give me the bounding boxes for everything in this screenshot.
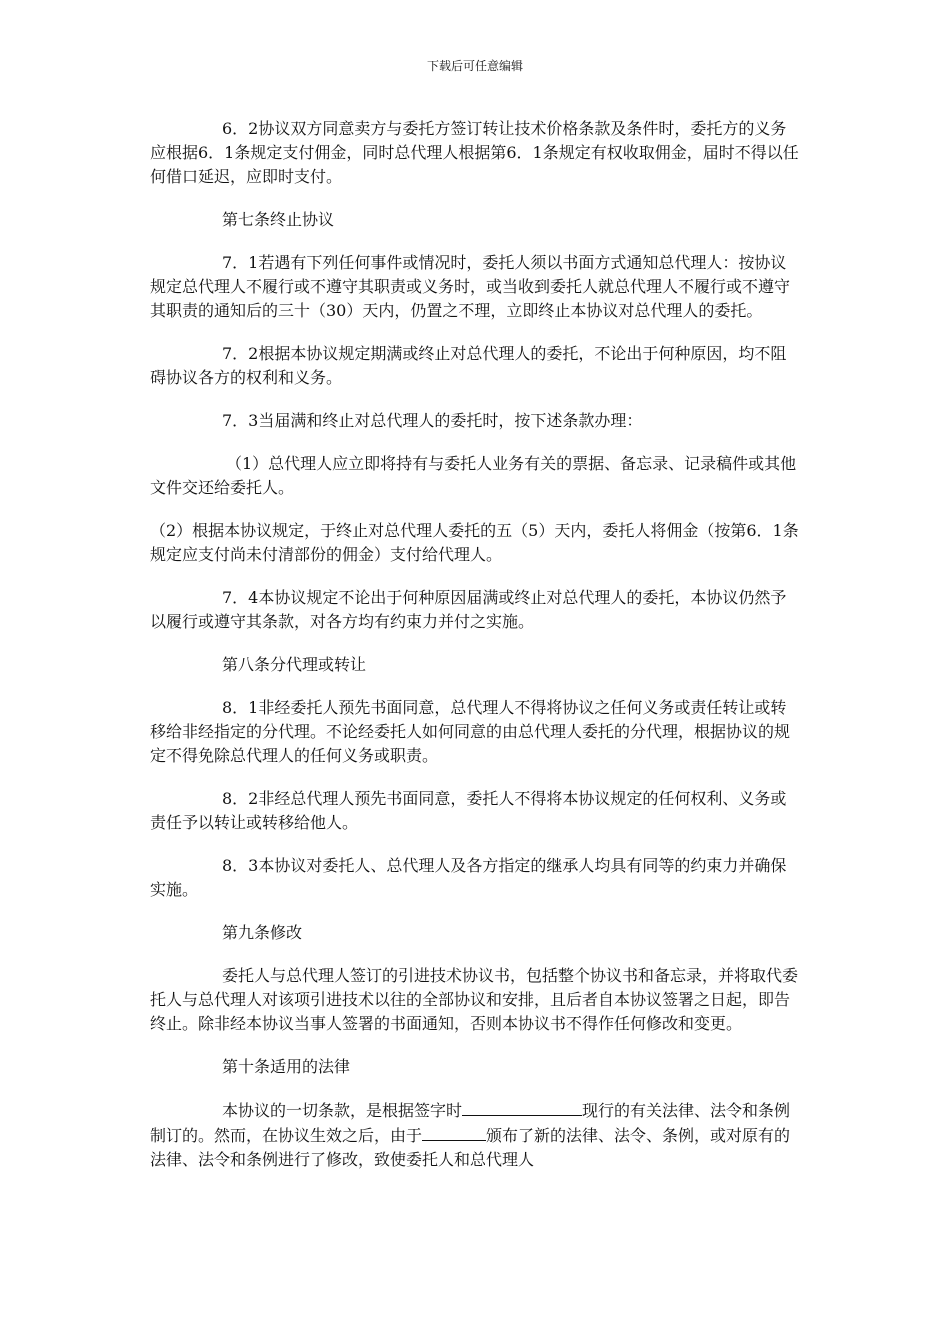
clause-7-1: 7．1若遇有下列任何事件或情况时，委托人须以书面方式通知总代理人：按协议规定总代理人不履行或不遵守其职责或义务时，或当收到委托人就总代理人不履行或不遵守其职责的通知后的三十（30）天内，仍置之不理，立即终止本协议对总代理人的委托。 [150,253,791,320]
document-body [150,117,800,1172]
page-header: 下载后可任意编辑 [426,59,523,73]
clause-7-3-item-1: （1）总代理人应立即将持有与委托人业务有关的票据、备忘录、记录稿件或其他文件交还给委托人。 [150,454,797,497]
article-10-text-part-2: 现行的有关法律、法令和条例制订的。然而，在协议生效之后，由于 [150,1101,791,1145]
clause-8-2: 8．2非经总代理人预先书面同意，委托人不得将本协议规定的任何权利、义务或责任予以转让或转移给他人。 [150,789,787,832]
clause-8-3: 8．3本协议对委托人、总代理人及各方指定的继承人均具有同等的约束力并确保实施。 [150,856,787,899]
article-10-text-part-1: 本协议的一切条款，是根据签字时 [222,1101,463,1120]
article-10-heading: 第十条适用的法律 [222,1057,351,1076]
article-9-heading: 第九条修改 [222,923,303,942]
clause-6-2: 6．2协议双方同意卖方与委托方签订转让技术价格条款及条件时，委托方的义务应根据6．1条规定支付佣金，同时总代理人根据第6．1条规定有权收取佣金，届时不得以任何借口延迟，应即时支付。 [150,119,799,186]
clause-7-4: 7．4本协议规定不论出于何种原因届满或终止对总代理人的委托，本协议仍然予以履行或遵守其条款，对各方均有约束力并付之实施。 [150,588,787,631]
article-10-body [150,1098,800,1172]
blank-field-1 [462,1098,582,1116]
article-10-text-part-3: 颁布了新的法律、法令、条例，或对原有的法律、法令和条例进行了修改，致使委托人和总代理人 [150,1126,791,1169]
blank-field-2 [422,1123,486,1141]
article-8-heading: 第八条分代理或转让 [222,655,367,674]
clause-7-3: 7．3当届满和终止对总代理人的委托时，按下述条款办理： [222,411,643,430]
article-9-body: 委托人与总代理人签订的引进技术协议书，包括整个协议书和备忘录，并将取代委托人与总代理人对该项引进技术以往的全部协议和安排，且后者自本协议签署之日起，即告终止。除非经本协议当事人签署的书面通知，否则本协议书不得作任何修改和变更。 [150,966,799,1033]
clause-7-3-item-2: （2）根据本协议规定，于终止对总代理人委托的五（5）天内，委托人将佣金（按第6．1条规定应支付尚未付清部份的佣金）支付给代理人。 [150,521,799,564]
article-7-heading: 第七条终止协议 [222,210,335,229]
clause-7-2: 7．2根据本协议规定期满或终止对总代理人的委托，不论出于何种原因，均不阻碍协议各方的权利和义务。 [150,344,787,387]
clause-8-1: 8．1非经委托人预先书面同意，总代理人不得将协议之任何义务或责任转让或转移给非经指定的分代理。不论经委托人如何同意的由总代理人委托的分代理，根据协议的规定不得免除总代理人的任何义务或职责。 [150,698,791,765]
